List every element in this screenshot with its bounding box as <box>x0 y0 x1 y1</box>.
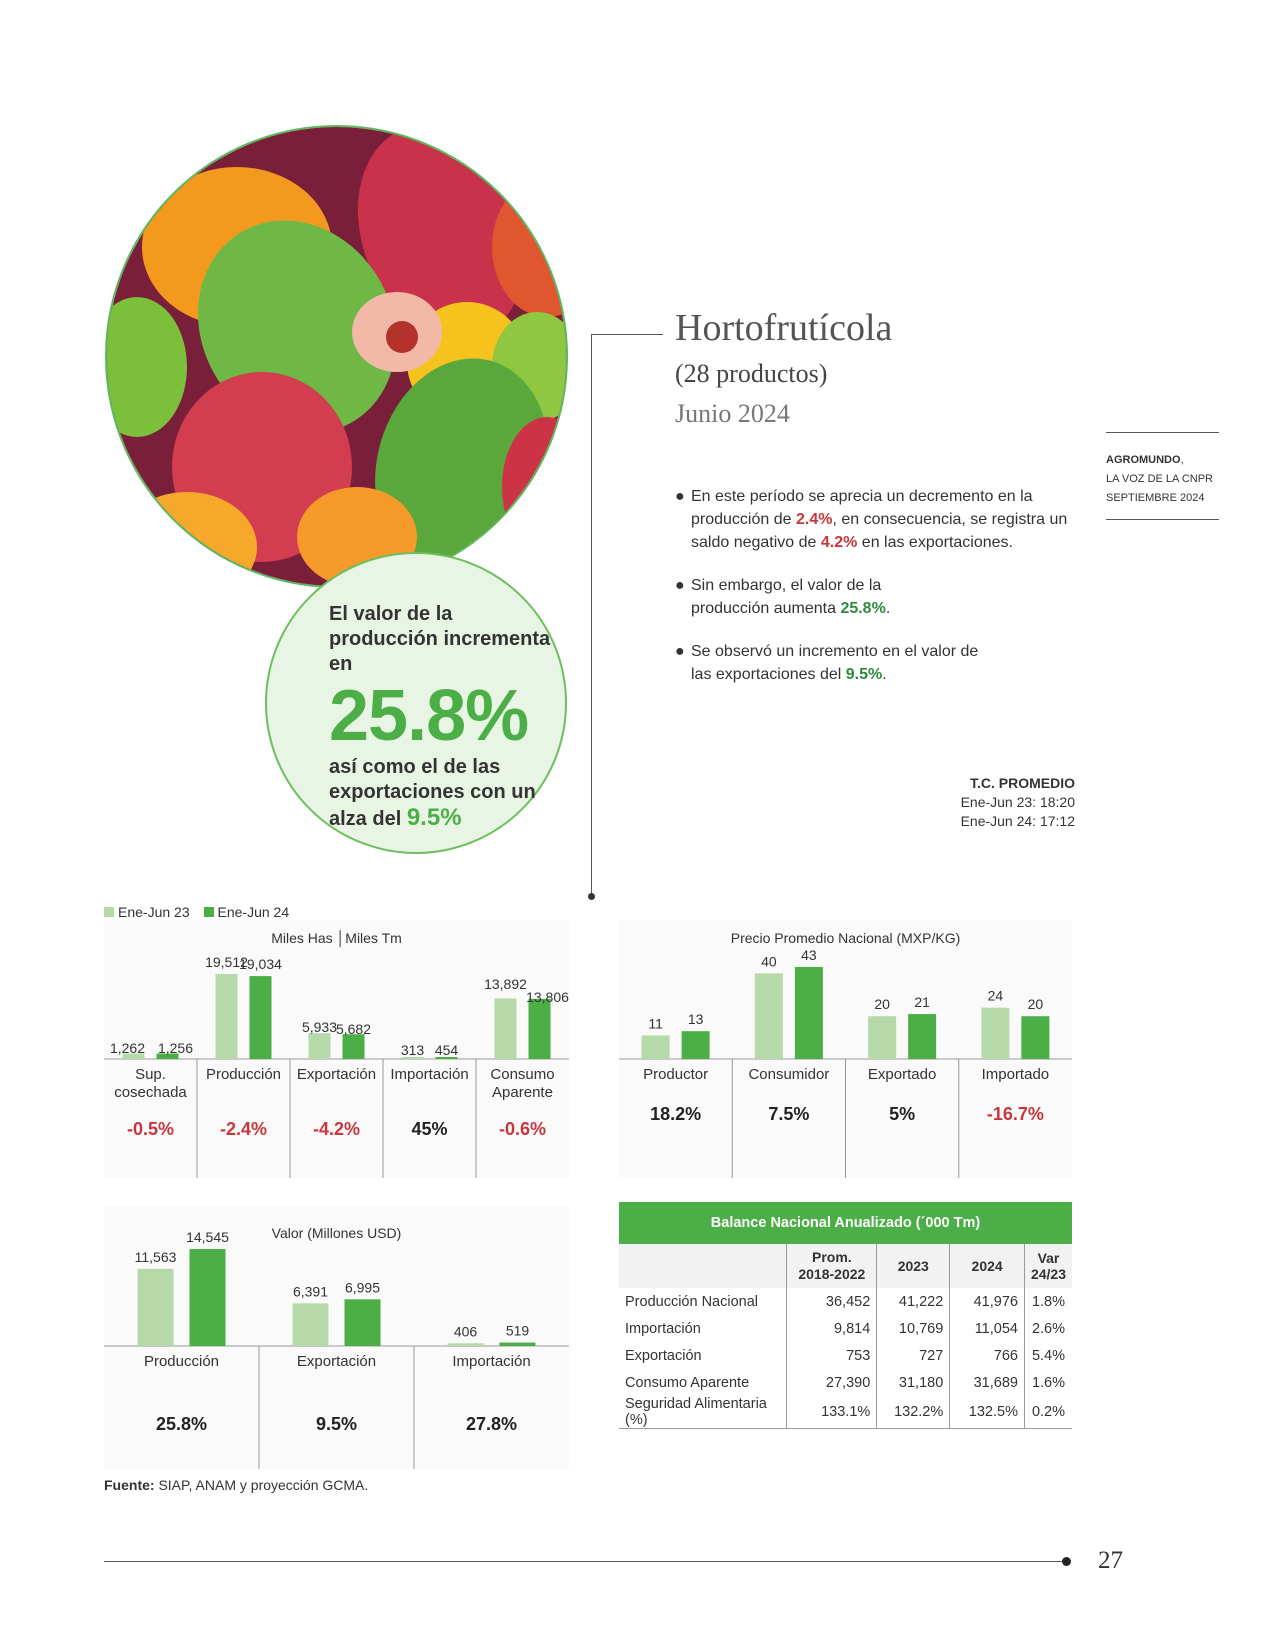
balance-cell: 11,054 <box>950 1315 1025 1342</box>
chart-value-label: 6,391 <box>292 1283 329 1300</box>
source-note <box>104 1477 368 1493</box>
chart-bar <box>216 974 238 1059</box>
balance-cell: 1.8% <box>1024 1288 1072 1315</box>
chart-value-label: 19,034 <box>239 956 282 973</box>
chart-change-label: 7.5% <box>768 1104 810 1124</box>
connector-line <box>591 334 592 896</box>
chart-change-label: 5% <box>889 1104 916 1124</box>
chart-value-label: 20 <box>874 996 890 1013</box>
chart-value-label: 40 <box>761 953 777 970</box>
chart-value-label: 313 <box>400 1042 425 1058</box>
publication-name: AGROMUNDO <box>1106 454 1181 466</box>
legend-swatch-s1 <box>104 907 114 917</box>
chart-change-label: 27.8% <box>465 1414 518 1434</box>
chart-value-label: 13,892 <box>484 976 527 992</box>
chart-value-label: 11,563 <box>134 1248 177 1265</box>
chart-value-label: 43 <box>801 947 817 963</box>
balance-col-3: 2024 <box>950 1244 1025 1288</box>
balance-cell: 766 <box>950 1342 1025 1369</box>
balance-cell: 1.6% <box>1024 1369 1072 1396</box>
chart-bar <box>642 1035 670 1059</box>
balance-cell: 36,452 <box>787 1288 877 1315</box>
chart-bar <box>138 1269 174 1346</box>
balance-row-label: Exportación <box>625 1347 702 1364</box>
highlight-line1: El valor de la producción incrementa en <box>329 603 551 675</box>
chart-value-label: 406 <box>453 1323 478 1340</box>
balance-cell: 132.5% <box>950 1396 1025 1428</box>
balance-table-row <box>619 1396 1072 1428</box>
chart-change-label: -2.4% <box>219 1119 268 1139</box>
balance-table <box>619 1244 1072 1428</box>
chart-bar <box>309 1033 331 1059</box>
connector-line-horizontal <box>591 334 663 335</box>
chart-change-label: 45% <box>411 1119 448 1139</box>
legend-label-s2: Ene-Jun 24 <box>217 904 290 920</box>
balance-cell: 31,689 <box>950 1369 1025 1396</box>
value-chart-title: Valor (Millones USD) <box>271 1225 402 1241</box>
balance-table-row <box>619 1288 1072 1315</box>
balance-table-title: Balance Nacional Anualizado (´000 Tm) <box>619 1202 1072 1244</box>
highlight-line2: así como el de las exportaciones con un alza del <box>329 756 536 830</box>
publication-comma: , <box>1180 454 1184 466</box>
balance-table-row <box>619 1342 1072 1369</box>
legend-label-s1: Ene-Jun 23 <box>118 904 190 920</box>
balance-cell: 41,222 <box>877 1288 950 1315</box>
tc-title: T.C. PROMEDIO <box>969 775 1075 791</box>
footer-rule <box>104 1561 1066 1562</box>
footer-dot <box>1062 1557 1071 1566</box>
volume-chart-title: Miles Has │Miles Tm <box>271 930 402 946</box>
page-title: Hortofrutícola <box>675 307 893 349</box>
highlight-circle <box>265 552 567 854</box>
balance-cell: 27,390 <box>787 1369 877 1396</box>
chart-bar <box>500 1343 536 1346</box>
source-text: SIAP, ANAM y proyección GCMA. <box>158 1477 369 1493</box>
chart-bar <box>250 976 272 1059</box>
chart-category-label: Producción <box>205 1066 282 1083</box>
chart-value-label: 13,806 <box>526 989 569 1005</box>
chart-value-label: 1,262 <box>109 1040 146 1056</box>
chart-bar <box>682 1031 710 1059</box>
bullet-item: ● Se observó un incremento en el valor de las exportaciones del 9.5%. <box>675 643 979 683</box>
page-period: Junio 2024 <box>675 399 790 428</box>
volume-chart <box>104 920 569 1178</box>
chart-change-label: 25.8% <box>155 1414 208 1434</box>
chart-bar <box>495 998 517 1059</box>
chart-bar <box>868 1016 896 1059</box>
balance-cell: 5.4% <box>1024 1342 1072 1369</box>
balance-cell: 31,180 <box>877 1369 950 1396</box>
chart-bar <box>448 1343 484 1346</box>
balance-table-row <box>619 1369 1072 1396</box>
publication-block <box>1106 451 1213 508</box>
chart-bar <box>795 967 823 1059</box>
connector-dot <box>588 893 595 900</box>
chart-category-label: Importado <box>981 1066 1050 1083</box>
balance-cell: 10,769 <box>877 1315 950 1342</box>
balance-cell: 2.6% <box>1024 1315 1072 1342</box>
chart-value-label: 11 <box>648 1015 663 1032</box>
balance-table-bottom-rule <box>619 1428 1072 1429</box>
balance-cell: 132.2% <box>877 1396 950 1428</box>
chart-bar <box>1021 1016 1049 1059</box>
balance-row-label: Consumo Aparente <box>625 1374 750 1391</box>
balance-cell: 9,814 <box>787 1315 877 1342</box>
balance-table-header <box>619 1244 1072 1288</box>
price-chart <box>619 920 1072 1178</box>
chart-bar <box>908 1014 936 1059</box>
page-number: 27 <box>1098 1547 1123 1574</box>
balance-cell: 727 <box>877 1342 950 1369</box>
chart-value-label: 1,256 <box>157 1040 194 1056</box>
chart-category-label: Aparente <box>492 1084 553 1101</box>
chart-category-label: Consumidor <box>748 1066 830 1083</box>
chart-value-label: 13 <box>687 1011 704 1028</box>
balance-cell: 753 <box>787 1342 877 1369</box>
chart-change-label: -4.2% <box>312 1119 361 1139</box>
chart-bar <box>529 999 551 1059</box>
price-chart-title: Precio Promedio Nacional (MXP/KG) <box>730 930 961 946</box>
balance-col-1: Prom. 2018-2022 <box>787 1244 877 1288</box>
chart-category-label: Exportación <box>296 1353 377 1370</box>
source-label: Fuente: <box>104 1477 155 1493</box>
tc-line1: Ene-Jun 23: 18:20 <box>960 794 1075 810</box>
chart-bar <box>981 1008 1009 1059</box>
highlight-big-value: 25.8% <box>329 676 529 756</box>
bullet-item: ● En este período se aprecia un decremento en la producción de 2.4%, en consecuencia, se registra un saldo negativo de 4.2% en las exportaciones. <box>675 488 1068 551</box>
balance-cell: 41,976 <box>950 1288 1025 1315</box>
chart-category-label: Sup. <box>135 1066 166 1083</box>
balance-row-label: Seguridad Alimentaria (%) <box>625 1396 767 1428</box>
value-chart <box>104 1207 569 1469</box>
chart-value-label: 14,545 <box>186 1229 229 1245</box>
balance-row-label: Importación <box>625 1320 701 1337</box>
publication-line2: LA VOZ DE LA CNPR <box>1106 473 1213 485</box>
balance-table-row <box>619 1315 1072 1342</box>
balance-cell: 0.2% <box>1024 1396 1072 1428</box>
sidebar-bottom-rule <box>1106 519 1219 520</box>
fruit-photo <box>105 125 568 588</box>
balance-cell: 133.1% <box>787 1396 877 1428</box>
chart-value-label: 24 <box>987 987 1004 1004</box>
chart-legend <box>104 904 289 920</box>
highlight-line2-value: 9.5% <box>406 804 462 831</box>
chart-change-label: 9.5% <box>315 1414 358 1434</box>
chart-category-label: Importación <box>452 1353 531 1370</box>
chart-value-label: 19,512 <box>205 954 248 970</box>
balance-row-label: Producción Nacional <box>625 1293 758 1310</box>
chart-category-label: Producción <box>143 1353 220 1370</box>
chart-category-label: Exportado <box>867 1066 937 1083</box>
chart-change-label: -0.6% <box>498 1119 547 1139</box>
bullet-list <box>675 485 1075 686</box>
chart-value-label: 519 <box>505 1322 530 1339</box>
balance-col-2: 2023 <box>877 1244 950 1288</box>
chart-change-label: 18.2% <box>650 1104 702 1124</box>
sidebar-top-rule <box>1106 432 1219 433</box>
chart-bar <box>345 1299 381 1346</box>
chart-category-label: Exportación <box>296 1066 377 1083</box>
chart-bar <box>190 1249 226 1346</box>
chart-value-label: 21 <box>914 994 930 1011</box>
bullet-item: ● Sin embargo, el valor de la producción aumenta 25.8%. <box>675 577 891 617</box>
chart-category-label: Productor <box>643 1066 709 1083</box>
chart-category-label: Importación <box>390 1066 469 1083</box>
chart-change-label: -16.7% <box>986 1104 1044 1124</box>
chart-change-label: -0.5% <box>126 1119 175 1139</box>
chart-bar <box>343 1034 365 1059</box>
chart-bar <box>755 973 783 1059</box>
page-subtitle: (28 productos) <box>675 359 828 388</box>
chart-value-label: 454 <box>434 1042 459 1058</box>
chart-value-label: 5,682 <box>335 1021 372 1037</box>
tc-block <box>930 774 1075 831</box>
balance-table-block <box>619 1202 1072 1429</box>
chart-bar <box>293 1303 329 1346</box>
balance-col-0 <box>619 1244 787 1288</box>
legend-swatch-s2 <box>204 907 214 917</box>
chart-value-label: 6,995 <box>344 1279 381 1296</box>
chart-value-label: 5,933 <box>301 1019 338 1035</box>
publication-line3: SEPTIEMBRE 2024 <box>1106 492 1205 504</box>
chart-category-label: cosechada <box>114 1084 187 1101</box>
chart-category-label: Consumo <box>490 1066 555 1083</box>
chart-value-label: 20 <box>1027 996 1044 1013</box>
tc-line2: Ene-Jun 24: 17:12 <box>960 813 1075 829</box>
balance-col-4: Var 24/23 <box>1024 1244 1072 1288</box>
